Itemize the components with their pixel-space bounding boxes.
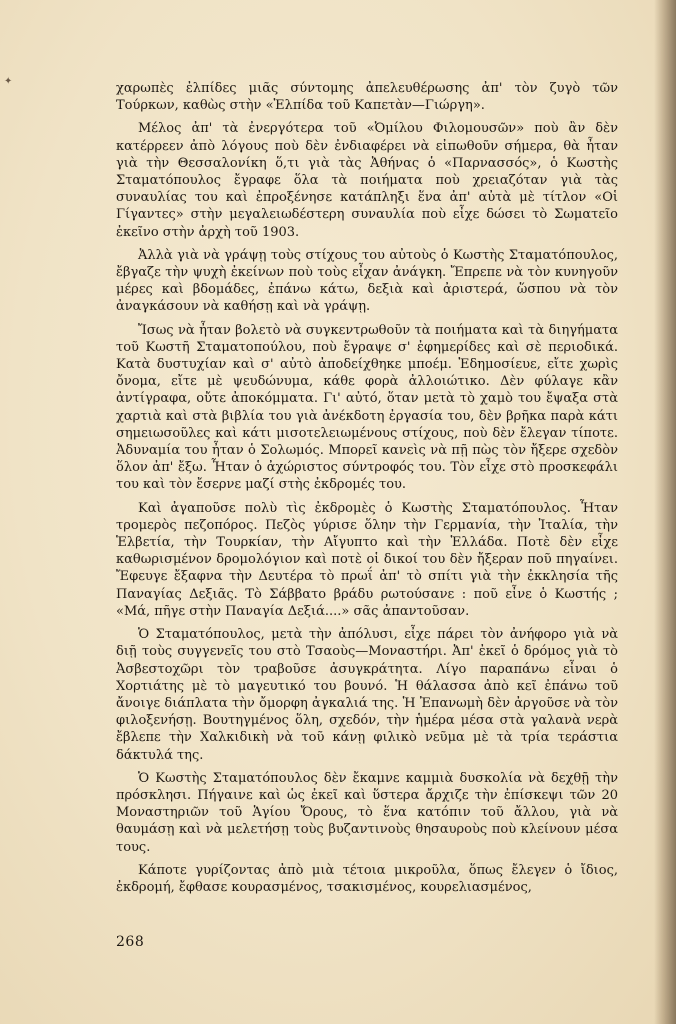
paragraph: Ὁ Κωστὴς Σταματόπουλος δὲν ἔκαμνε καμμιὰ δυσκολία νὰ δεχθῇ τὴν πρόσκλησι. Πήγαινε καὶ ὡς ἐκεῖ καὶ ὕστερα ἄρχιζε τὴν ἐπίσκεψι τῶν 20 Μοναστηριῶν τοῦ Ἁγίου Ὄρους, τὸ ἕνα κατόπιν τοῦ ἄλλου, γιὰ νὰ θαυμάσῃ καὶ νὰ μελετήσῃ τοὺς βυζαντινοὺς θησαυροὺς ποὺ κλείνουν μέσα τους. [116,770,618,855]
body-text [116,80,618,902]
paragraph: Καὶ ἀγαποῦσε πολὺ τὶς ἐκδρομὲς ὁ Κωστὴς Σταματόπουλος. Ἦταν τρομερὸς πεζοπόρος. Πεζὸς γύρισε ὅλην τὴν Γερμανία, τὴν Ἰταλία, τὴν Ἑλβετία, τὴν Τουρκίαν, τὴν Αἴγυπτο καὶ τὴν Ἑλλάδα. Ποτὲ δὲν εἶχε καθωρισμένον δρομολόγιον καὶ ποτὲ οἱ δικοί του δὲν ἤξεραν ποῦ πηγαίνει. Ἔφευγε ἔξαφνα τὴν Δευτέρα τὸ πρωΐ ἀπ' τὸ σπίτι γιὰ τὴν ἐκκλησία τῆς Παναγίας Δεξιᾶς. Τὸ Σάββατο βράδυ ρωτούσανε : ποῦ εἶνε ὁ Κωστής ; «Μά, πῆγε στὴν Παναγία Δεξιά....» σᾶς ἀπαντοῦσαν. [116,500,618,619]
paragraph: χαρωπὲς ἐλπίδες μιᾶς σύντομης ἀπελευθέρωσης ἀπ' τὸν ζυγὸ τῶν Τούρκων, καθὼς στὴν «Ἐλπίδα τοῦ Καπετὰν—Γιώργη». [116,81,618,114]
page-number: 268 [116,934,145,950]
paragraph: Ὁ Σταματόπουλος, μετὰ τὴν ἀπόλυσι, εἶχε πάρει τὸν ἀνήφορο γιὰ νὰ διῇ τοὺς συγγενεῖς του στὸ Τσαοὺς—Μοναστήρι. Ἀπ' ἐκεῖ ὁ δρόμος γιὰ τὸ Ἀσβεστοχῶρι τὸν τραβοῦσε ἀσυγκράτητα. Λίγο παραπάνω εἶναι ὁ Χορτιάτης μὲ τὸ μαγευτικό του βουνό. Ἡ θάλασσα ἀπὸ κεῖ ἐπάνω τοῦ ἄνοιγε διάπλατα τὴν ὄμορφη ἀγκαλιά της. Ἡ Ἐπανωμὴ δὲν ἀργοῦσε νὰ τὸν φιλοξενήσῃ. Βουτηγμένος ὅλη, σχεδόν, τὴν ἡμέρα μέσα στὰ γαλανὰ νερὰ ἔβλεπε τὴν Χαλκιδικὴ νὰ τοῦ κάνῃ φιλικὸ νεῦμα μὲ τὰ τρία τεράστια δάκτυλά της. [116,627,618,763]
paragraph: Ἴσως νὰ ἦταν βολετὸ νὰ συγκεντρωθοῦν τὰ ποιήματα καὶ τὰ διηγήματα τοῦ Κωστῆ Σταματοπούλου, ποὺ ἔγραψε σ' ἐφημερίδες καὶ σὲ περιοδικά. Κατὰ δυστυχίαν καὶ σ' αὐτὸ ἀποδείχθηκε μποέμ. Ἐδημοσίευε, εἴτε χωρὶς ὄνομα, εἴτε μὲ ψευδώνυμα, κάθε φορὰ ἀλλοιώτικο. Δὲν φύλαγε κἂν ἀντίγραφα, οὔτε ἀποκόμματα. Γι' αὐτό, ὅταν μετὰ τὸ χαμὸ του ἔψαξα στὰ χαρτιὰ καὶ στὰ βιβλία του γιὰ ἀνέκδοτη ἐργασία του, δὲν βρῆκα παρὰ κάτι σημειωσοῦλες καὶ κάτι μισοτελειωμένους στίχους, ποὺ δὲν ἔλεγαν τίποτε. Ἀδυναμία του ἦταν ὁ Σολωμός. Μπορεῖ κανεὶς νὰ πῇ πὼς τὸν ἤξερε σχεδὸν ὅλον ἀπ' ἔξω. Ἦταν ὁ ἀχώριστος σύντροφός του. Τὸν εἶχε στὸ προσκεφάλι του καὶ τὸν ἔσερνε μαζί στὴς ἐκδρομές του. [116,322,618,493]
page-binding-shadow [654,0,676,1024]
paragraph: Κάποτε γυρίζοντας ἀπὸ μιὰ τέτοια μικροῦλα, ὅπως ἔλεγεν ὁ ἴδιος, ἐκδρομή, ἔφθασε κουρασμένος, τσακισμένος, κουρελιασμένος, [116,862,618,895]
paragraph: Ἀλλὰ γιὰ νὰ γράψῃ τοὺς στίχους του αὐτοὺς ὁ Κωστὴς Σταματόπουλος, ἔβγαζε τὴν ψυχὴ ἐκείνων ποὺ τοὺς εἶχαν ἀνάγκη. Ἔπρεπε νὰ τὸν κυνηγοῦν μέρες καὶ βδομάδες, ἐπάνω κάτω, δεξιὰ καὶ ἀριστερά, ὥσπου νὰ τὸν ἀναγκάσουν νὰ καθήσῃ καὶ νὰ γράψῃ. [116,247,618,315]
margin-mark: ✦ [4,76,13,87]
paragraph: Μέλος ἀπ' τὰ ἐνεργότερα τοῦ «Ὀμίλου Φιλομουσῶν» ποὺ ἂν δὲν κατέρρεεν ἀπὸ λόγους ποὺ δὲν ἐνδιαφέρει νὰ εἰπωθοῦν σήμερα, θὰ ἦταν γιὰ τὴν Θεσσαλονίκη ὅ,τι γιὰ τὰς Ἀθήνας ὁ «Παρνασσός», ὁ Κωστὴς Σταματόπουλος ἔγραφε ὅλα τὰ ποιήματα ποὺ χρειαζόταν γιὰ τὰς συναυλίας του καὶ ἐπροξένησε κατάπληξι ἕνα ἀπ' αὐτὰ μὲ τίτλον «Οἱ Γίγαντες» στὴν μεγαλειωδέστερη συναυλία ποὺ εἶχε δώσει τὸ Σωματεῖο ἐκεῖνο στὴν ἀρχὴ τοῦ 1903. [116,121,618,240]
